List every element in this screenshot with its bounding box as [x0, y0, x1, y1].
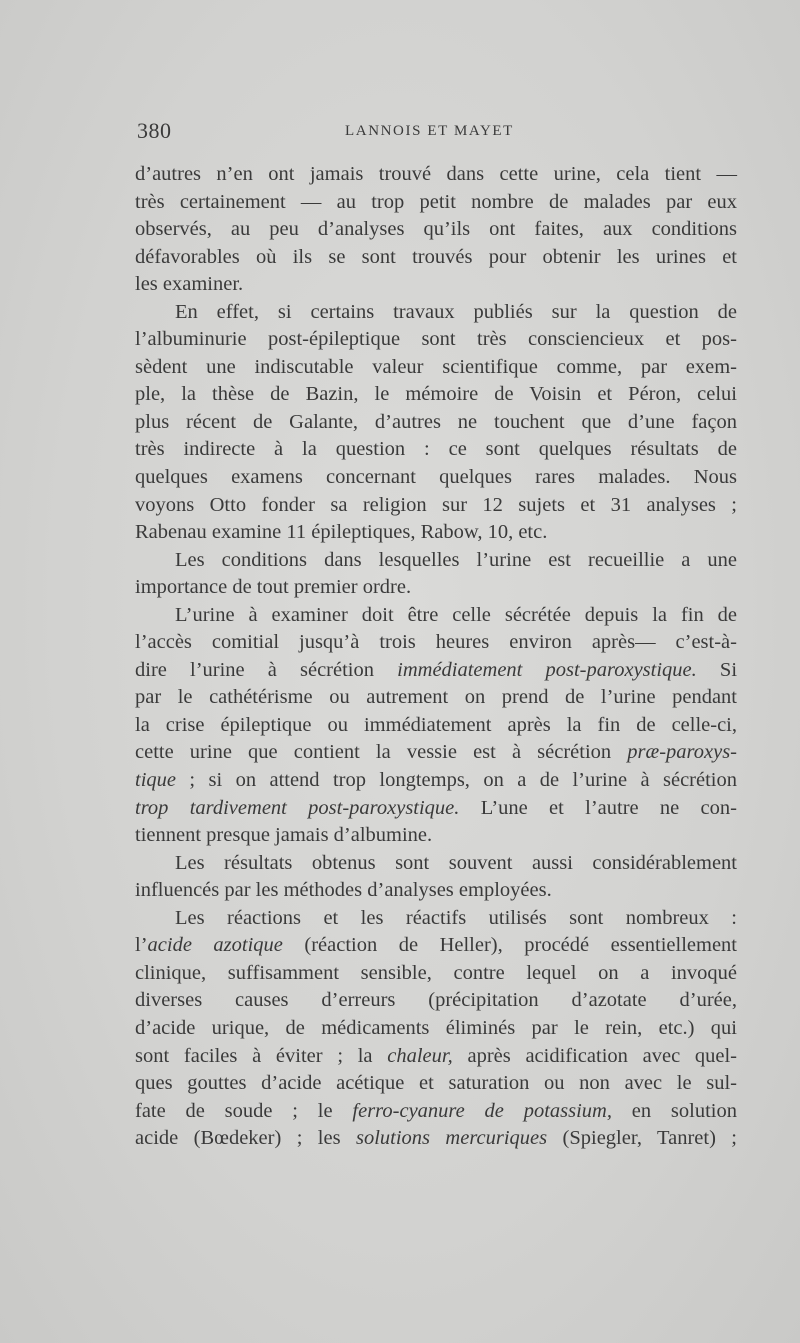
text-segment: les examiner.: [135, 273, 244, 296]
italic-text-segment: tique: [135, 769, 176, 792]
text-segment: très indirecte à la question : ce sont quelques résultats de: [135, 438, 737, 461]
text-line: [135, 409, 737, 437]
text-segment: En effet, si certains travaux publiés sur la question de: [175, 300, 737, 323]
text-line: [135, 381, 737, 409]
text-segment: après acidification avec quel-: [452, 1044, 738, 1067]
text-segment: L’une et l’autre ne con-: [459, 796, 737, 819]
text-line: [135, 1015, 737, 1043]
text-segment: fate de soude ; le: [135, 1099, 353, 1122]
text-line: [135, 161, 737, 189]
text-segment: Les résultats obtenus sont souvent aussi considérablement: [175, 851, 737, 874]
italic-text-segment: acide azotique: [147, 934, 283, 957]
text-segment: plus récent de Galante, d’autres ne touchent que d’une façon: [135, 410, 737, 433]
italic-text-segment: solutions mercuriques: [355, 1127, 548, 1150]
text-segment: ple, la thèse de Bazin, le mémoire de Voisin et Péron, celui: [135, 383, 737, 406]
text-line: [135, 354, 737, 382]
text-line: [135, 1098, 737, 1126]
text-segment: importance de tout premier ordre.: [135, 576, 412, 599]
text-segment: en solution: [611, 1099, 737, 1122]
italic-text-segment: immédiatement post-paroxystique.: [397, 658, 697, 681]
text-segment: sont faciles à éviter ; la: [135, 1044, 388, 1067]
text-segment: l’albuminurie post-épileptique sont très consciencieux et pos-: [135, 328, 737, 351]
text-segment: l’: [135, 934, 148, 957]
text-line: [135, 877, 737, 905]
text-line: [135, 216, 737, 244]
text-line: [135, 739, 737, 767]
text-line: [135, 602, 737, 630]
text-line: [135, 712, 737, 740]
text-segment: très certainement — au trop petit nombre de malades par eux: [135, 190, 737, 213]
page-number: 380: [137, 118, 172, 143]
text-segment: diverses causes d’erreurs (précipitation d’azotate d’urée,: [135, 989, 737, 1012]
text-segment: dire l’urine à sécrétion: [135, 658, 398, 681]
text-line: [135, 244, 737, 272]
text-line: [135, 932, 737, 960]
text-line: [135, 850, 737, 878]
text-line: [135, 574, 737, 602]
text-segment: influencés par les méthodes d’analyses employées.: [135, 879, 552, 902]
text-segment: Les réactions et les réactifs utilisés sont nombreux :: [175, 906, 737, 929]
text-line: [135, 960, 737, 988]
running-head: LANNOIS ET MAYET: [345, 123, 514, 139]
text-line: [135, 795, 737, 823]
text-segment: Si: [696, 658, 738, 681]
text-line: [135, 1070, 737, 1098]
text-line: [135, 905, 737, 933]
text-segment: Rabenau examine 11 épileptiques, Rabow, 10, etc.: [135, 521, 548, 544]
text-line: [135, 326, 737, 354]
text-segment: clinique, suffisamment sensible, contre lequel on a invoqué: [135, 961, 737, 984]
text-line: [135, 189, 737, 217]
text-segment: (Spiegler, Tanret) ;: [547, 1127, 737, 1150]
text-line: [135, 299, 737, 327]
text-segment: tiennent presque jamais d’albumine.: [135, 824, 433, 847]
text-segment: ques gouttes d’acide acétique et saturation ou non avec le sul-: [135, 1072, 737, 1095]
text-segment: d’acide urique, de médicaments éliminés par le rein, etc.) qui: [135, 1016, 737, 1039]
text-segment: ; si on attend trop longtemps, on a de l’urine à sécrétion: [176, 769, 737, 792]
page-header: [137, 118, 737, 148]
text-line: [135, 1043, 737, 1071]
text-segment: voyons Otto fonder sa religion sur 12 sujets et 31 analyses ;: [135, 493, 737, 516]
text-line: [135, 822, 737, 850]
text-line: [135, 547, 737, 575]
italic-text-segment: chaleur,: [387, 1044, 453, 1067]
text-line: [135, 767, 737, 795]
text-line: [135, 271, 737, 299]
text-segment: L’urine à examiner doit être celle sécrétée depuis la fin de: [175, 603, 737, 626]
text-line: [135, 436, 737, 464]
body-text: [135, 161, 737, 1153]
italic-text-segment: ferro-cyanure de potassium,: [352, 1099, 612, 1122]
text-line: [135, 1125, 737, 1153]
text-segment: quelques examens concernant quelques rares malades. Nous: [135, 466, 737, 489]
italic-text-segment: præ-paroxys-: [627, 741, 737, 764]
text-line: [135, 492, 737, 520]
text-segment: cette urine que contient la vessie est à sécrétion: [135, 741, 628, 764]
text-line: [135, 684, 737, 712]
text-segment: d’autres n’en ont jamais trouvé dans cette urine, cela tient —: [135, 163, 737, 185]
text-segment: défavorables où ils se sont trouvés pour obtenir les urines et: [135, 245, 737, 268]
text-segment: acide (Bœdeker) ; les: [135, 1127, 356, 1150]
text-segment: par le cathétérisme ou autrement on prend de l’urine pendant: [135, 686, 737, 709]
text-segment: (réaction de Heller), procédé essentiellement: [282, 934, 737, 957]
text-segment: observés, au peu d’analyses qu’ils ont faites, aux conditions: [135, 218, 737, 241]
text-segment: l’accès comitial jusqu’à trois heures environ après— c’est-à-: [135, 631, 737, 654]
text-line: [135, 657, 737, 685]
text-segment: la crise épileptique ou immédiatement après la fin de celle-ci,: [135, 713, 737, 736]
text-line: [135, 987, 737, 1015]
text-line: [135, 464, 737, 492]
text-line: [135, 519, 737, 547]
italic-text-segment: trop tardivement post-paroxystique.: [135, 796, 460, 819]
text-segment: Les conditions dans lesquelles l’urine est recueillie a une: [175, 548, 737, 571]
text-line: [135, 629, 737, 657]
text-segment: sèdent une indiscutable valeur scientifique comme, par exem-: [135, 355, 737, 378]
